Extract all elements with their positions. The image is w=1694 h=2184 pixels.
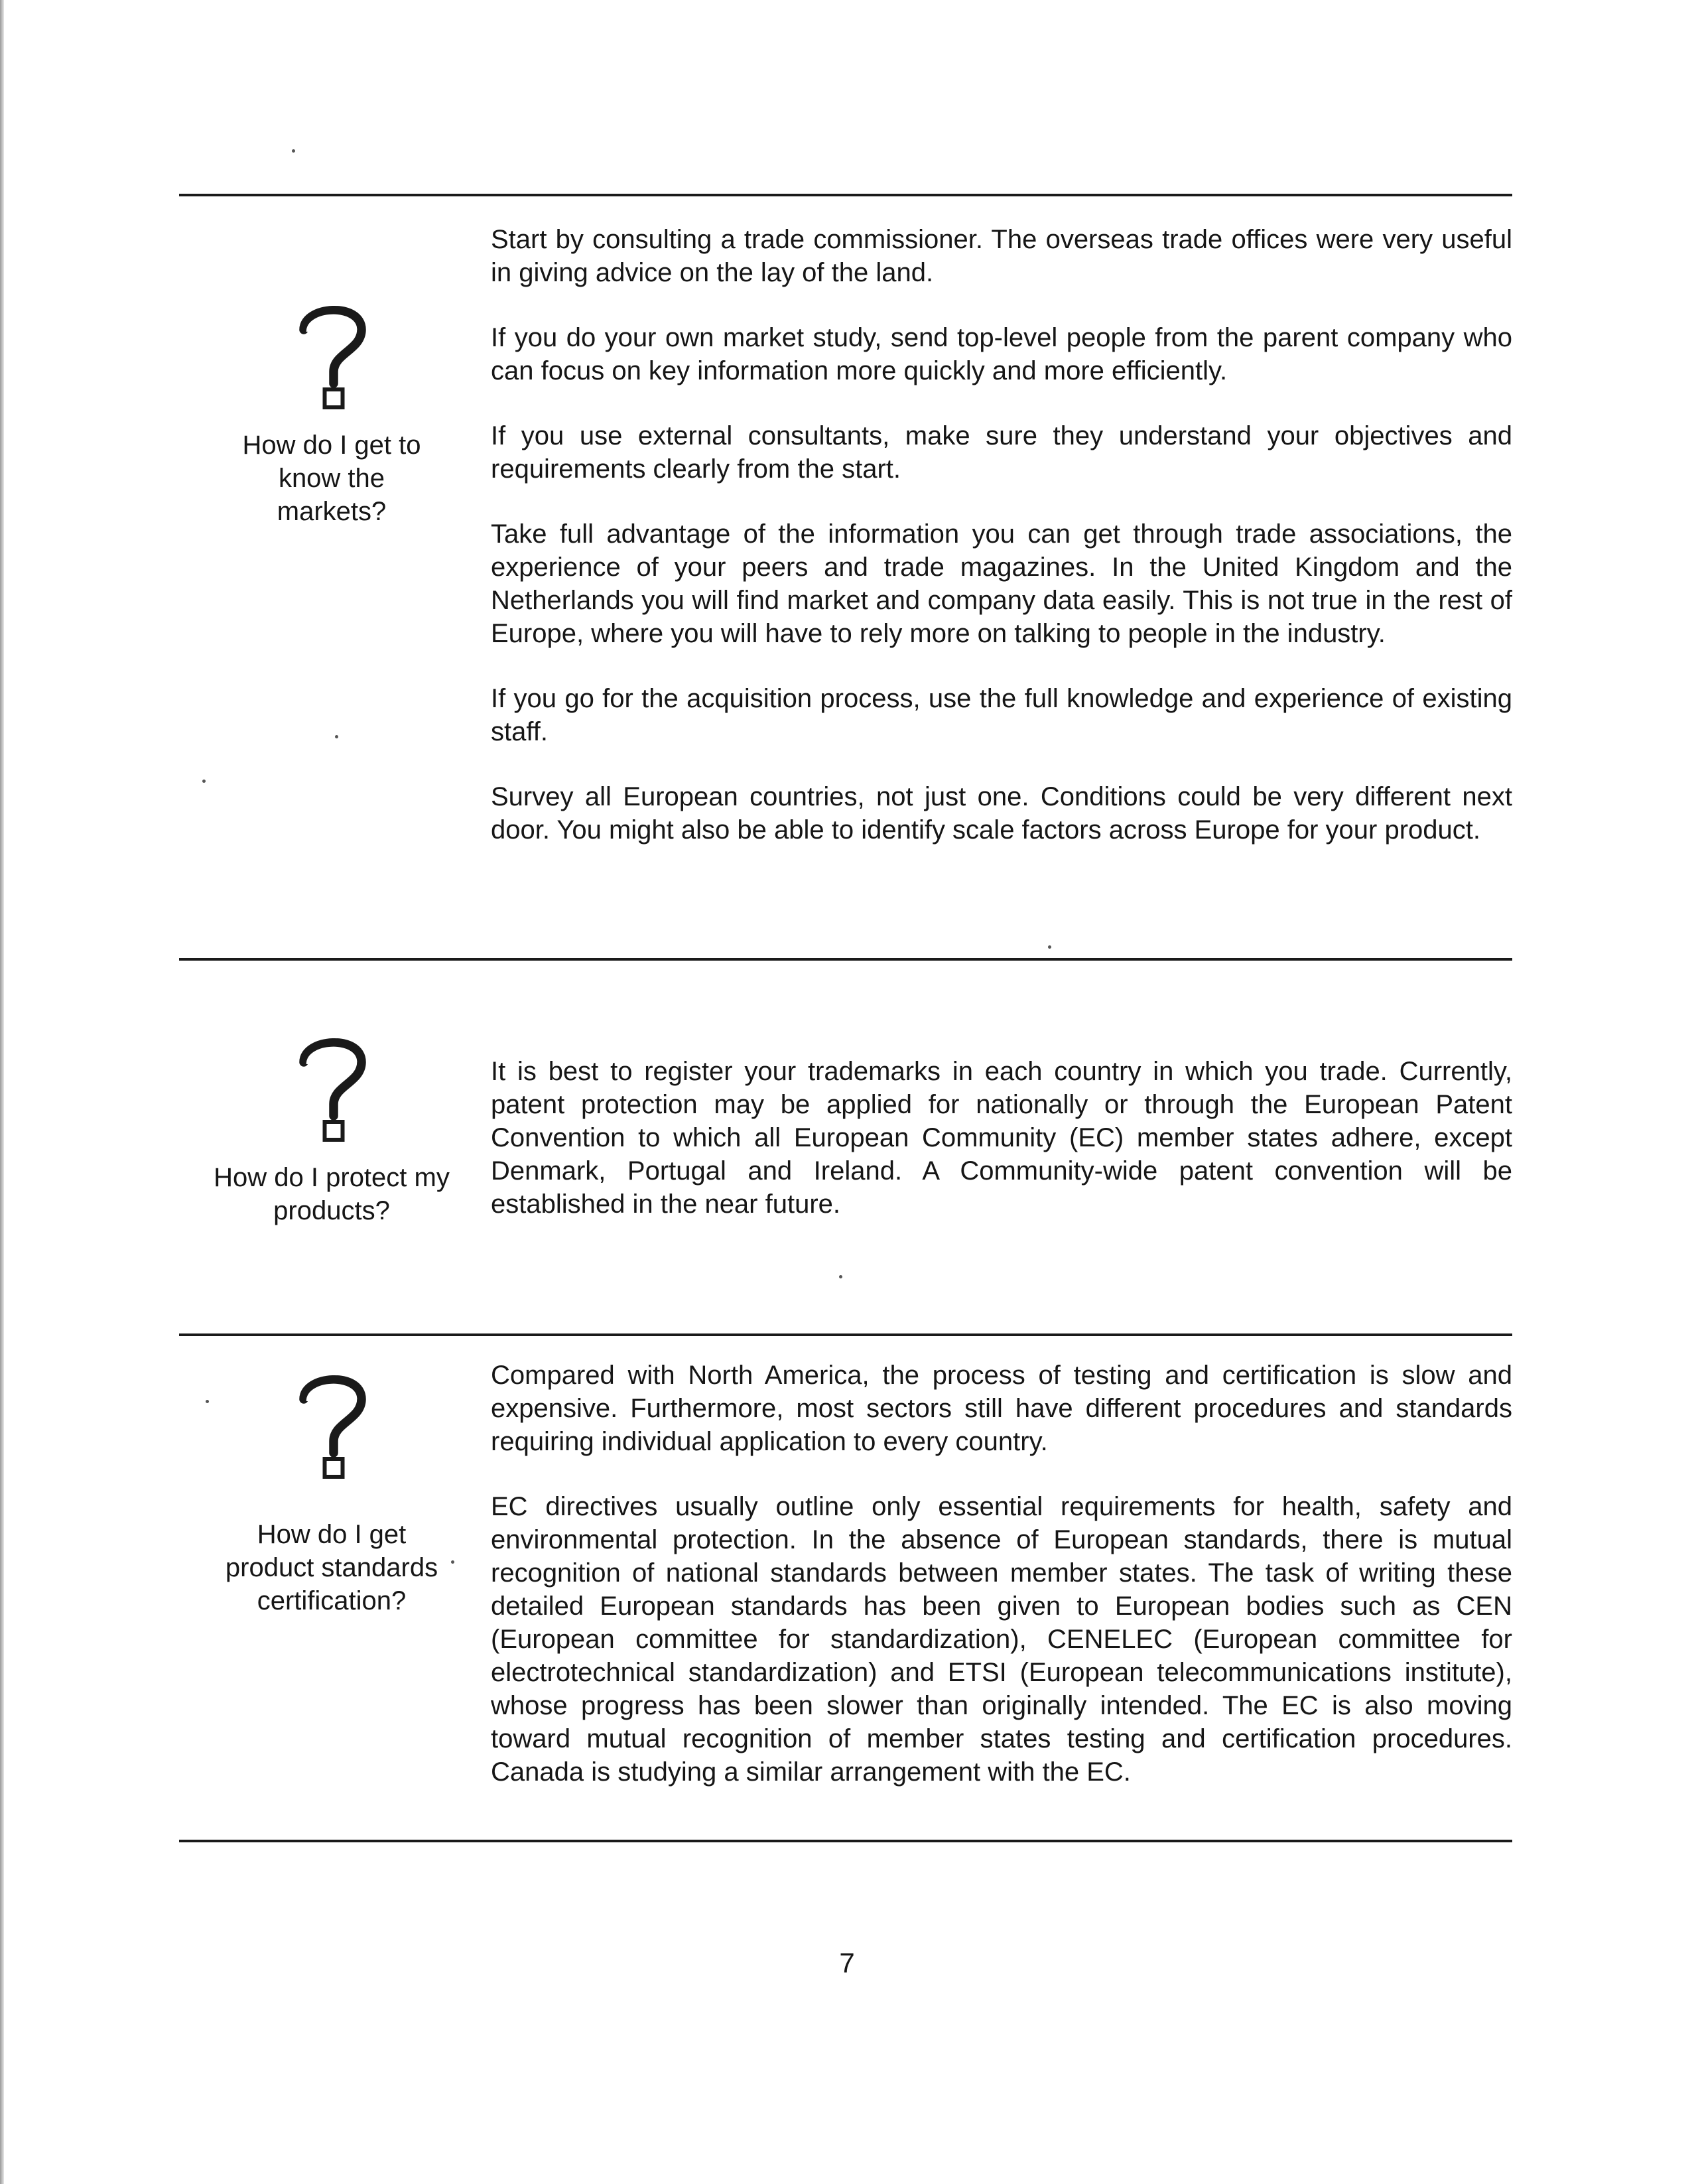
question-column — [179, 1028, 484, 1227]
divider-rule — [179, 1840, 1512, 1842]
scan-speck — [292, 149, 295, 153]
question-mark-icon — [282, 1365, 381, 1485]
question-text: How do I get to know the markets? — [242, 431, 421, 526]
scan-speck — [206, 1400, 209, 1403]
scan-speck — [451, 1560, 454, 1564]
divider-rule — [179, 1333, 1512, 1336]
question-mark-icon — [282, 1028, 381, 1148]
answer-paragraph: Survey all European countries, not just one. Conditions could be very different next door. You might also be able to identify scale factors across Europe for your product. — [491, 782, 1512, 845]
scan-speck — [1048, 945, 1051, 949]
answer-paragraph: It is best to register your trademarks in each country in which you trade. Currently, patent protection may be applied for nationally or through the European Patent Convention to which all European Community (EC) member states adhere, except Denmark, Portugal and Ireland. A Community-wide patent convention will be established in the near future. — [491, 1057, 1512, 1219]
scan-edge — [0, 0, 4, 2184]
scan-speck — [202, 780, 206, 783]
answer-paragraph: Take full advantage of the information you can get through trade associations, the experience of your peers and trade magazines. In the United Kingdom and the Netherlands you will find market and company data easily. This is not true in the rest of Europe, where you will have to rely more on talking to people in the industry. — [491, 519, 1512, 648]
question-column — [179, 296, 484, 528]
answer-paragraph: If you use external consultants, make sure they understand your objectives and requirements clearly from the start. — [491, 421, 1512, 484]
answer-paragraph: If you go for the acquisition process, use the full knowledge and experience of existing staff. — [491, 684, 1512, 746]
question-mark-icon — [282, 296, 381, 415]
scan-speck — [335, 735, 338, 738]
answer-paragraph: If you do your own market study, send top-level people from the parent company who can focus on key information more quickly and more efficiently. — [491, 323, 1512, 385]
answer-paragraph: Start by consulting a trade commissioner. The overseas trade offices were very useful in giving advice on the lay of the land. — [491, 225, 1512, 287]
divider-rule — [179, 194, 1512, 196]
page-number: 7 — [839, 1947, 855, 1978]
question-text: How do I get product standards certification? — [225, 1520, 438, 1615]
scan-speck — [839, 1275, 842, 1278]
answer-paragraph: EC directives usually outline only essential requirements for health, safety and environmental protection. In the absence of European standards, there is mutual recognition of national standards between member states. The task of writing these detailed European standards has been given to European bodies such as CEN (European committee for standardization), CENELEC (European committee for electrotechnical standardization) and ETSI (European telecommunications institute), whose progress has been slower than originally intended. The EC is also moving toward mutual recognition of member states testing and certification procedures. Canada is studying a similar arrangement with the EC. — [491, 1492, 1512, 1787]
question-text: How do I protect my products? — [214, 1163, 450, 1225]
divider-rule — [179, 958, 1512, 961]
answer-column — [491, 1055, 1512, 1221]
answer-column — [491, 223, 1512, 847]
question-column — [179, 1365, 484, 1617]
answer-paragraph: Compared with North America, the process of testing and certification is slow and expensive. Furthermore, most sectors still have different procedures and standards requiring individual application to every country. — [491, 1361, 1512, 1456]
answer-column — [491, 1359, 1512, 1789]
